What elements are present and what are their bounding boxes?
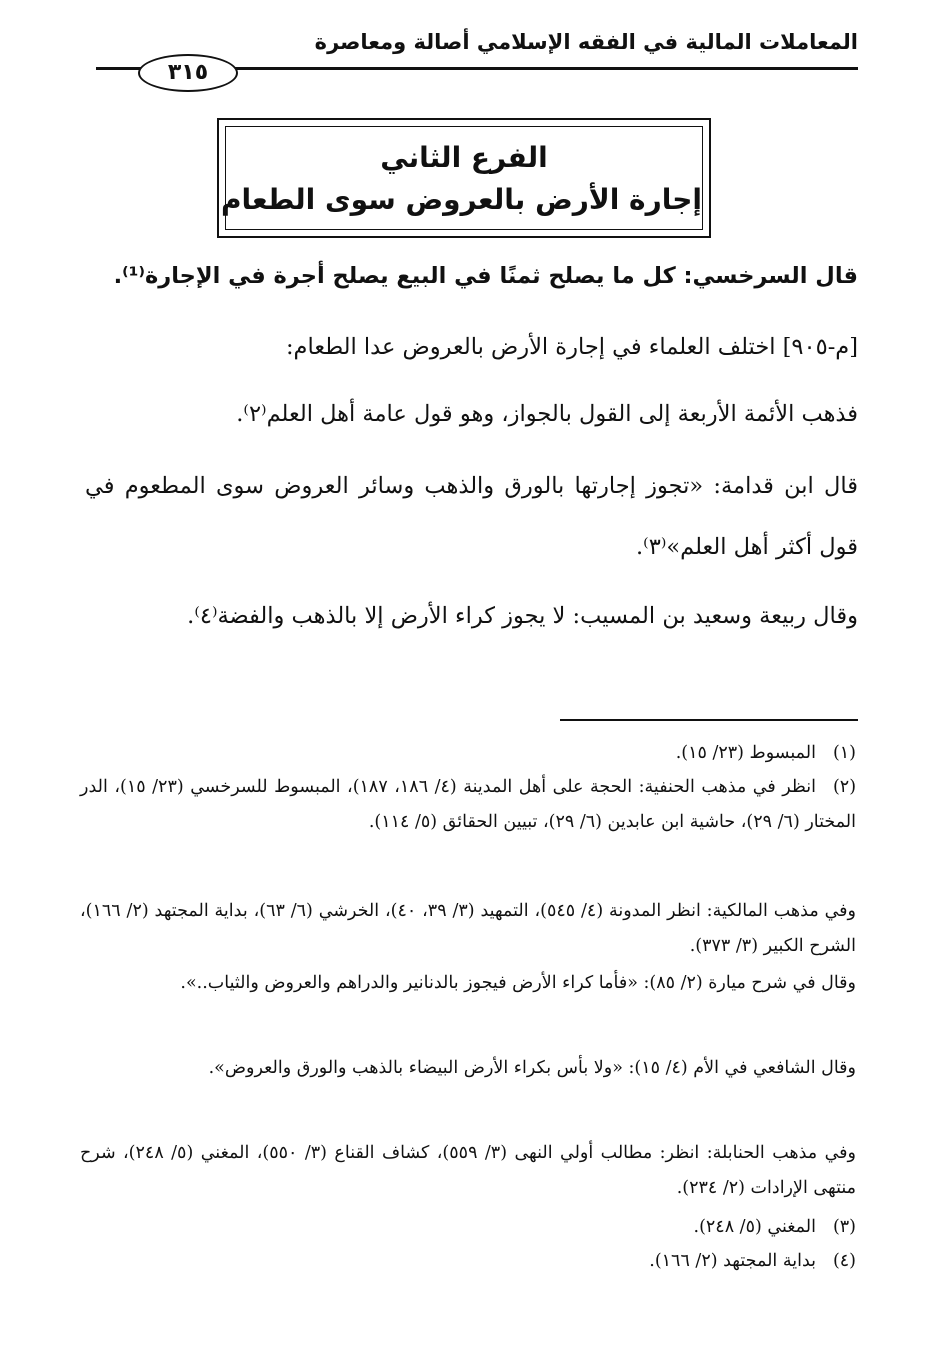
footnote-text: انظر في مذهب الحنفية: الحجة على أهل المدينة (٤/ ١٨٦، ١٨٧)، المبسوط للسرخسي (٢٣/ ١٥)، الدر المختار (٦/ ٢٩)، حاشية ابن عابدين (٦/ ٢٩)، تبيين الحقائق (٥/ ١١٤). xyxy=(80,777,856,832)
page-number: ٣١٥ xyxy=(138,54,238,92)
footnote-4 xyxy=(80,1244,856,1279)
footnote-3 xyxy=(80,1210,856,1245)
body-paragraph-issue: [م-٩٠٥] اختلف العلماء في إجارة الأرض بالعروض عدا الطعام: xyxy=(285,334,858,360)
section-subtitle: إجارة الأرض بالعروض سوى الطعام xyxy=(221,183,702,216)
footnote-number: (٣) xyxy=(832,1217,856,1237)
footnote-2-mayyara: وقال في شرح ميارة (٢/ ٨٥): «فأما كراء الأرض فيجوز بالدنانير والدراهم والعروض والثياب..». xyxy=(180,973,856,993)
footnote-separator xyxy=(560,719,858,721)
body-paragraph-rabia: وقال ربيعة وسعيد بن المسيب: لا يجوز كراء الأرض إلا بالذهب والفضة⁽٤⁾. xyxy=(187,603,858,629)
running-title: المعاملات المالية في الفقه الإسلامي أصالة ومعاصرة xyxy=(314,30,858,54)
body-paragraph-quote: قال السرخسي: كل ما يصلح ثمنًا في البيع يصلح أجرة في الإجارة⁽¹⁾. xyxy=(113,263,858,289)
footnote-number: (٤) xyxy=(832,1251,856,1271)
footnote-text: المبسوط (٢٣/ ١٥). xyxy=(675,743,816,763)
footnote-1 xyxy=(80,736,856,771)
footnote-text: المغني (٥/ ٢٤٨). xyxy=(693,1217,816,1237)
footnote-number: (١) xyxy=(832,743,856,763)
footnote-2-maliki: وفي مذهب المالكية: انظر المدونة (٤/ ٥٤٥)، التمهيد (٣/ ٣٩، ٤٠)، الخرشي (٦/ ٦٣)، بداية المجتهد (٢/ ١٦٦)، الشرح الكبير (٣/ ٣٧٣). xyxy=(80,901,856,956)
body-paragraph-majority: فذهب الأئمة الأربعة إلى القول بالجواز، وهو قول عامة أهل العلم⁽٢⁾. xyxy=(236,401,858,427)
footnote-number: (٢) xyxy=(832,777,857,797)
section-title-box xyxy=(217,118,711,238)
section-title-inner-frame xyxy=(221,126,703,230)
footnote-2 xyxy=(80,770,856,839)
footnote-2-shafii: وقال الشافعي في الأم (٤/ ١٥): «ولا بأس بكراء الأرض البيضاء بالذهب والورق والعروض». xyxy=(208,1058,856,1078)
footnote-text: بداية المجتهد (٢/ ١٦٦). xyxy=(649,1251,816,1271)
body-paragraph-ibn-qudama: قال ابن قدامة: «تجوز إجارتها بالورق والذهب وسائر العروض سوى المطعوم في قول أكثر أهل العلم»⁽٣⁾. xyxy=(85,473,858,560)
footnote-2-hanbali: وفي مذهب الحنابلة: انظر: مطالب أولي النهى (٣/ ٥٥٩)، كشاف القناع (٣/ ٥٥٠)، المغني (٥/ ٢٤٨)، شرح منتهى الإرادات (٢/ ٢٣٤). xyxy=(80,1143,856,1198)
section-title: الفرع الثاني xyxy=(380,141,548,174)
